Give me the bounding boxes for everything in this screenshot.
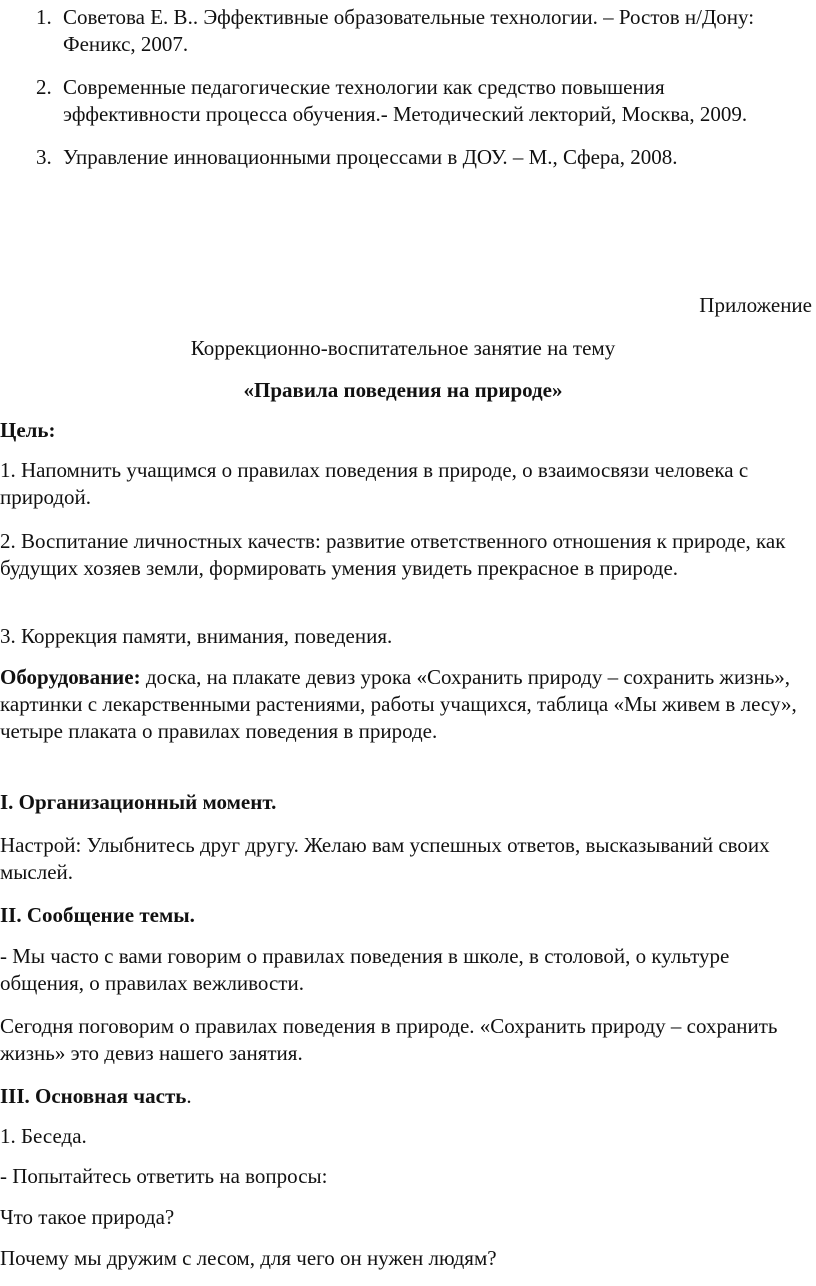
- reference-item: [0, 144, 816, 171]
- section-3-heading-tail: .: [186, 1084, 192, 1108]
- reference-item: [0, 74, 816, 128]
- section-3-heading: III. Основная часть: [0, 1084, 187, 1108]
- reference-item: [0, 4, 816, 58]
- section-3-line: 1. Беседа.: [0, 1124, 87, 1148]
- equipment-text: доска, на плакате девиз урока «Сохранить природу – сохранить жизнь», картинки с лекарственными растениями, работы учащихся, таблица «Мы живем в лесу», четыре плаката о правилах поведения в природе.: [0, 665, 797, 743]
- section-3-line: Почему мы дружим с лесом, для чего он нужен людям?: [0, 1246, 497, 1270]
- reference-number: 1.: [36, 5, 52, 29]
- reference-text: Современные педагогические технологии как средство повышения эффективности процесса обучения.- Методический лекторий, Москва, 2009.: [63, 75, 748, 126]
- lesson-type: Коррекционно-воспитательное занятие на тему: [190, 336, 616, 360]
- section-2-paragraph: Сегодня поговорим о правилах поведения в природе. «Сохранить природу – сохранить жизнь» это девиз нашего занятия.: [0, 1014, 778, 1065]
- section-2-paragraph: - Мы часто с вами говорим о правилах поведения в школе, в столовой, о культуре общения, о правилах вежливости.: [0, 944, 730, 995]
- section-1-heading: I. Организационный момент.: [0, 790, 277, 814]
- section-1-text: Настрой: Улыбнитесь друг другу. Желаю вам успешных ответов, высказываний своих мыслей.: [0, 833, 770, 884]
- appendix-label: Приложение: [699, 293, 812, 317]
- goal-heading: Цель:: [0, 418, 56, 442]
- goal-item: 1. Напомнить учащимся о правилах поведения в природе, о взаимосвязи человека с природой.: [0, 458, 749, 509]
- reference-number: 2.: [36, 75, 52, 99]
- goal-item: 3. Коррекция памяти, внимания, поведения.: [0, 624, 393, 648]
- section-3-heading-line: [0, 1083, 806, 1110]
- lesson-title: «Правила поведения на природе»: [243, 378, 563, 402]
- goal-item: 2. Воспитание личностных качеств: развитие ответственного отношения к природе, как будущих хозяев земли, формировать умения увидеть прекрасное в природе.: [0, 529, 786, 580]
- section-3-line: - Попытайтесь ответить на вопросы:: [0, 1164, 328, 1188]
- equipment-paragraph: [0, 664, 806, 745]
- reference-text: Советова Е. В.. Эффективные образовательные технологии. – Ростов н/Дону: Феникс, 2007.: [63, 5, 755, 56]
- section-2-heading: II. Сообщение темы.: [0, 903, 195, 927]
- section-3-line: Что такое природа?: [0, 1205, 175, 1229]
- equipment-label: Оборудование:: [0, 665, 141, 689]
- reference-number: 3.: [36, 145, 52, 169]
- reference-text: Управление инновационными процессами в ДОУ. – М., Сфера, 2008.: [63, 145, 678, 169]
- reference-list: [0, 4, 816, 187]
